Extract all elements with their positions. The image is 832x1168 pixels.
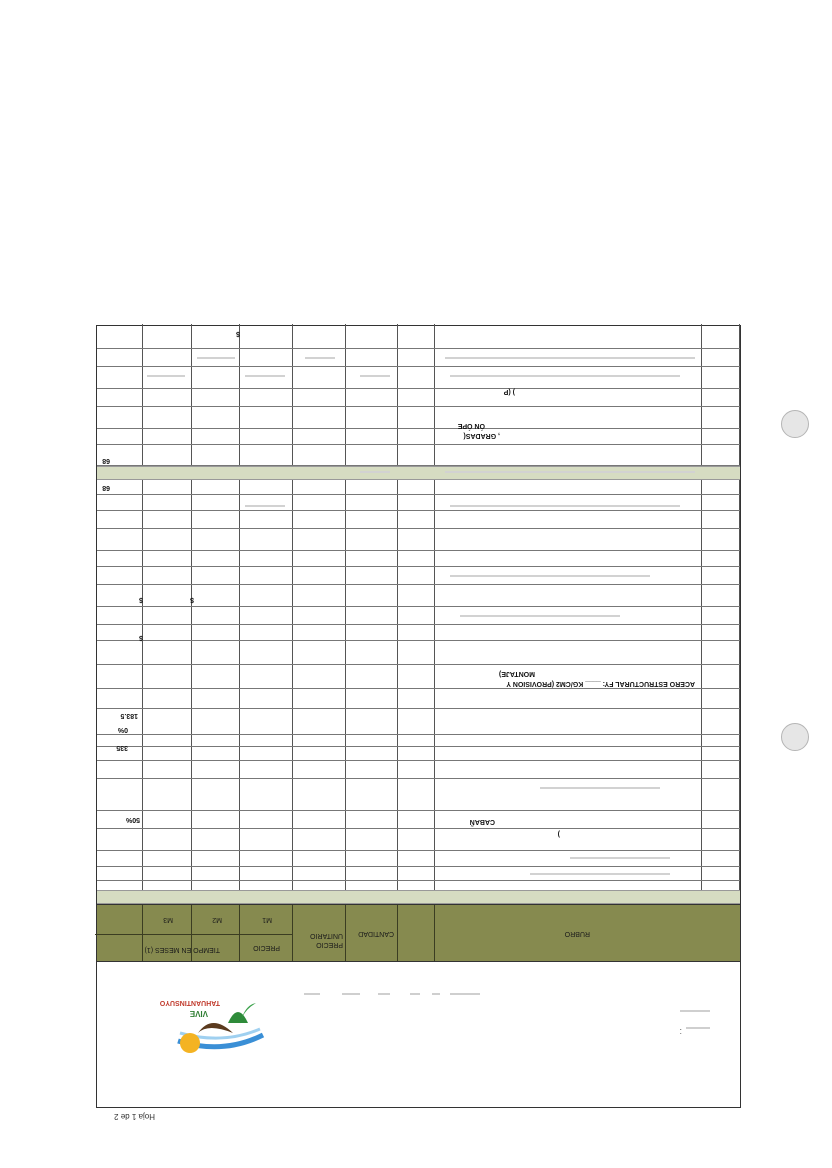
- grid-hline: [97, 624, 740, 625]
- binder-hole-top: [781, 410, 809, 438]
- grid-hline: [97, 850, 740, 851]
- grid-hline: [97, 348, 740, 349]
- row-value-335: 335: [116, 744, 128, 751]
- faded-text: [450, 505, 680, 507]
- grid-vline: [345, 324, 346, 904]
- row-rubro-montaje: MONTAJE): [498, 670, 535, 677]
- faint-scan-line: [450, 993, 480, 995]
- grid-vline: [191, 324, 192, 904]
- row-rubro-gradas: , GRADAS(: [463, 432, 500, 439]
- grid-hline: [97, 640, 740, 641]
- binder-hole-bottom: [781, 723, 809, 751]
- faded-text: [450, 575, 650, 577]
- dollar-sign: $: [139, 596, 143, 603]
- grid-vline: [397, 324, 398, 904]
- faint-scan-line: [680, 1010, 710, 1012]
- header-col-sep: [434, 905, 435, 961]
- grid-hline: [97, 388, 740, 389]
- faint-scan-line: [410, 993, 420, 995]
- header-m3: M3: [163, 916, 173, 923]
- faded-text: [360, 375, 390, 377]
- grid-vline: [142, 324, 143, 904]
- header-sub-line: [95, 934, 293, 935]
- row-percent-50: 50%: [125, 816, 140, 823]
- row-percent-0: 0%: [117, 726, 128, 733]
- faint-scan-line: [432, 993, 440, 995]
- header-col-sep: [397, 905, 398, 961]
- grid-vline: [701, 324, 702, 904]
- section-bar: [97, 466, 740, 480]
- faint-scan-line: [304, 993, 320, 995]
- grid-hline: [97, 810, 740, 811]
- row-value-68b: 68: [102, 457, 110, 464]
- grid-hline: [97, 566, 740, 567]
- faded-text: [530, 873, 670, 875]
- dollar-sign: $: [236, 330, 240, 337]
- grid-hline: [97, 550, 740, 551]
- faded-text: [197, 357, 235, 359]
- row-rubro-p: ) (P: [503, 388, 515, 395]
- grid-hline: [97, 444, 740, 445]
- grid-hline: [97, 510, 740, 511]
- header-col-sep: [345, 905, 346, 961]
- faint-scan-line: [378, 993, 390, 995]
- grid-vline: [434, 324, 435, 904]
- grid-hline: [97, 880, 740, 881]
- grid-hline: [97, 688, 740, 689]
- faded-text: [450, 375, 680, 377]
- row-rubro-acero: ACERO ESTRUCTURAL FY: ____ KG/CM2 (PROVISION Y: [506, 680, 695, 687]
- faded-text: [540, 787, 660, 789]
- header-m2: M2: [212, 916, 222, 923]
- grid-hline: [97, 406, 740, 407]
- grid-vline: [292, 324, 293, 904]
- grid-hline: [97, 428, 740, 429]
- grid-hline: [97, 734, 740, 735]
- header-tiempo: TIEMPO EN MESES (1): [144, 946, 220, 953]
- grid-hline: [97, 366, 740, 367]
- grid-hline: [97, 606, 740, 607]
- faint-mark: :: [679, 1027, 682, 1037]
- row-rubro-opcion: ÓN ÓPE: [457, 422, 485, 429]
- row-value-183: 183.5: [120, 712, 138, 719]
- header-col-sep: [142, 905, 143, 961]
- header-col-sep: [292, 905, 293, 961]
- row-rubro-cabana-paren: ): [557, 830, 560, 837]
- page-number: Hoja 1 de 2: [114, 1112, 155, 1121]
- faint-scan-line: [686, 1027, 710, 1029]
- grid-hline: [97, 746, 740, 747]
- faint-scan-line: [342, 993, 360, 995]
- logo-text-2: TAHUANTINSUYO: [159, 999, 220, 1006]
- header-precio: PRECIO: [253, 944, 280, 951]
- grid-hline: [97, 708, 740, 709]
- header-cantidad: CANTIDAD: [358, 930, 394, 937]
- grid-vline: [239, 324, 240, 904]
- sheet-top-area: [97, 962, 740, 1121]
- faded-text: [245, 505, 285, 507]
- header-col-sep: [239, 905, 240, 961]
- header-precio-unitario: PRECIO UNITARIO: [310, 932, 343, 948]
- faded-text: [360, 471, 390, 473]
- grid-hline: [97, 778, 740, 779]
- grid-hline: [97, 494, 740, 495]
- grid-hline: [97, 760, 740, 761]
- faded-text: [445, 357, 695, 359]
- grid-hline: [97, 828, 740, 829]
- header-m1: M1: [262, 916, 272, 923]
- logo-image: [158, 993, 268, 1063]
- faded-text: [460, 615, 620, 617]
- faded-text: [147, 375, 185, 377]
- scanned-budget-sheet: [96, 325, 741, 1121]
- row-value-68: 68: [102, 484, 110, 491]
- faded-text: [570, 857, 670, 859]
- dollar-sign: $: [190, 596, 194, 603]
- grid-hline: [97, 664, 740, 665]
- header-rubro: RUBRO: [564, 930, 590, 937]
- row-rubro-cabana: CABAÑ: [469, 818, 495, 825]
- grid-vline: [739, 324, 740, 904]
- faded-text: [445, 471, 695, 473]
- grid-hline: [97, 584, 740, 585]
- logo-text-1: VIVE: [189, 1009, 208, 1018]
- grid-hline: [97, 866, 740, 867]
- dollar-sign: $: [139, 634, 143, 641]
- table-header: [97, 904, 740, 962]
- grid-hline: [97, 528, 740, 529]
- faded-text: [245, 375, 285, 377]
- section-bar: [97, 890, 740, 904]
- faded-text: [305, 357, 335, 359]
- grid-hline: [97, 465, 740, 466]
